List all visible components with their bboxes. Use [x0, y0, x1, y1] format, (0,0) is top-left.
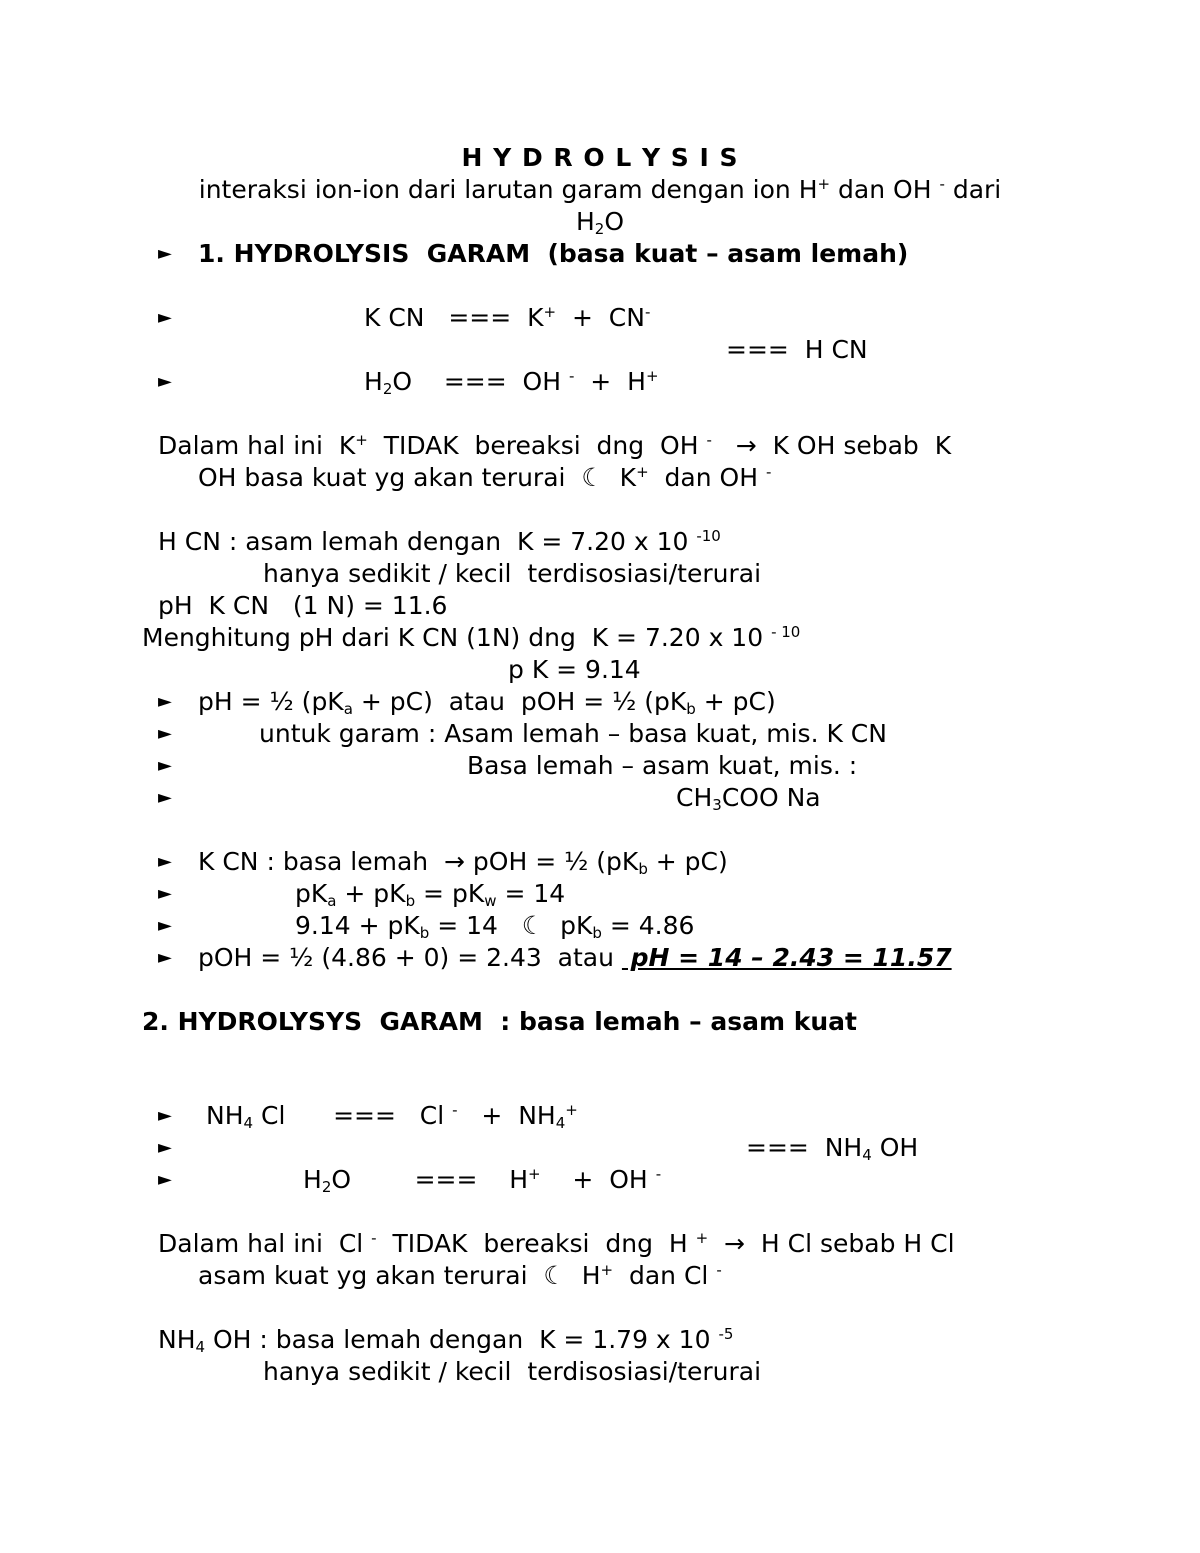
hcn-constant-line: H CN : asam lemah dengan K = 7.20 x 10 $^{-10}$	[158, 527, 721, 556]
bullet-icon: ►	[158, 723, 172, 744]
pk-value-line: p K = 9.14	[508, 655, 641, 684]
bullet-icon: ►	[158, 947, 172, 968]
equation-nh4oh-product: === $NH_4$ OH	[746, 1133, 919, 1164]
kcn-basa-lemah-line: K CN : basa lemah → pOH = ½ $(pK_b + pC)$	[198, 847, 728, 878]
hcn-description-line: hanya sedikit / kecil terdisosiasi/terurai	[263, 559, 762, 588]
paragraph-line: Dalam hal ini Cl - TIDAK bereaksi dng H + → H Cl sebab H Cl	[158, 1229, 955, 1258]
bullet-icon: ►	[158, 883, 172, 904]
pkb-calc-line: $9.14 + pK_b = 14$ ☾ $pK_b = 4.86$	[295, 911, 695, 942]
ch3coona-line: $CH_3COO$ Na	[676, 783, 821, 814]
bullet-icon: ►	[158, 1169, 172, 1190]
page-title: H Y D R O L Y S I S	[461, 143, 739, 172]
pka-pkb-line: $pK_a + pK_b = pK_w = 14$	[295, 879, 566, 910]
equation-water-dissociation-2: $H_2O$ === H+ + OH -	[303, 1165, 662, 1196]
paragraph-line: Dalam hal ini K+ TIDAK bereaksi dng OH - → K OH sebab K	[158, 431, 952, 460]
section-1-heading: 1. HYDROLYSIS GARAM (basa kuat – asam lemah)	[198, 239, 909, 268]
bullet-icon: ►	[158, 1137, 172, 1158]
bullet-icon: ►	[158, 915, 172, 936]
intro-line-2: $H_2O$	[575, 207, 625, 238]
basa-lemah-line: Basa lemah – asam kuat, mis. :	[467, 751, 858, 780]
ph-kcn-line: pH K CN (1 N) = 11.6	[158, 591, 448, 620]
bullet-icon: ►	[158, 307, 172, 328]
nh4oh-description-line: hanya sedikit / kecil terdisosiasi/terurai	[263, 1357, 762, 1386]
bullet-icon: ►	[158, 851, 172, 872]
paragraph-line: asam kuat yg akan terurai ☾ H+ dan Cl -	[198, 1261, 722, 1290]
untuk-garam-line: untuk garam : Asam lemah – basa kuat, mis. K CN	[259, 719, 887, 748]
bullet-icon: ►	[158, 371, 172, 392]
menghitung-line: Menghitung pH dari K CN (1N) dng K = 7.20 x 10 $^{- 10}$	[142, 623, 801, 652]
bullet-icon: ►	[158, 787, 172, 808]
intro-line-1: interaksi ion-ion dari larutan garam dengan ion H+ dan OH - dari	[198, 175, 1002, 204]
equation-kcn-dissociation: K CN === K+ + CN-	[364, 303, 651, 332]
poh-line: pOH = ½ (4.86 + 0) = 2.43 atau pH = 14 – 2.43 = 11.57	[198, 943, 952, 972]
bullet-icon: ►	[158, 1105, 172, 1126]
nh4oh-constant-line: $NH_4$ OH : basa lemah dengan K = 1.79 x 10 $^{-5}$	[158, 1325, 734, 1356]
equation-hcn-product: === H CN	[726, 335, 868, 364]
bullet-icon: ►	[158, 691, 172, 712]
equation-water-dissociation: $H_2O$ === OH - + H+	[364, 367, 659, 398]
ph-formula-line: pH = ½ $(pK_a + pC)$ atau pOH = ½ $(pK_b + pC)$	[198, 687, 776, 718]
equation-nh4cl-dissociation: $NH_4$ Cl === Cl $^- + NH_4^+$	[206, 1101, 578, 1132]
ph-result: pH = 14 – 2.43 = 11.57	[621, 943, 952, 972]
paragraph-line: OH basa kuat yg akan terurai ☾ K+ dan OH -	[198, 463, 772, 492]
bullet-icon: ►	[158, 755, 172, 776]
bullet-icon: ►	[158, 243, 172, 264]
section-2-heading: 2. HYDROLYSYS GARAM : basa lemah – asam kuat	[142, 1007, 857, 1036]
